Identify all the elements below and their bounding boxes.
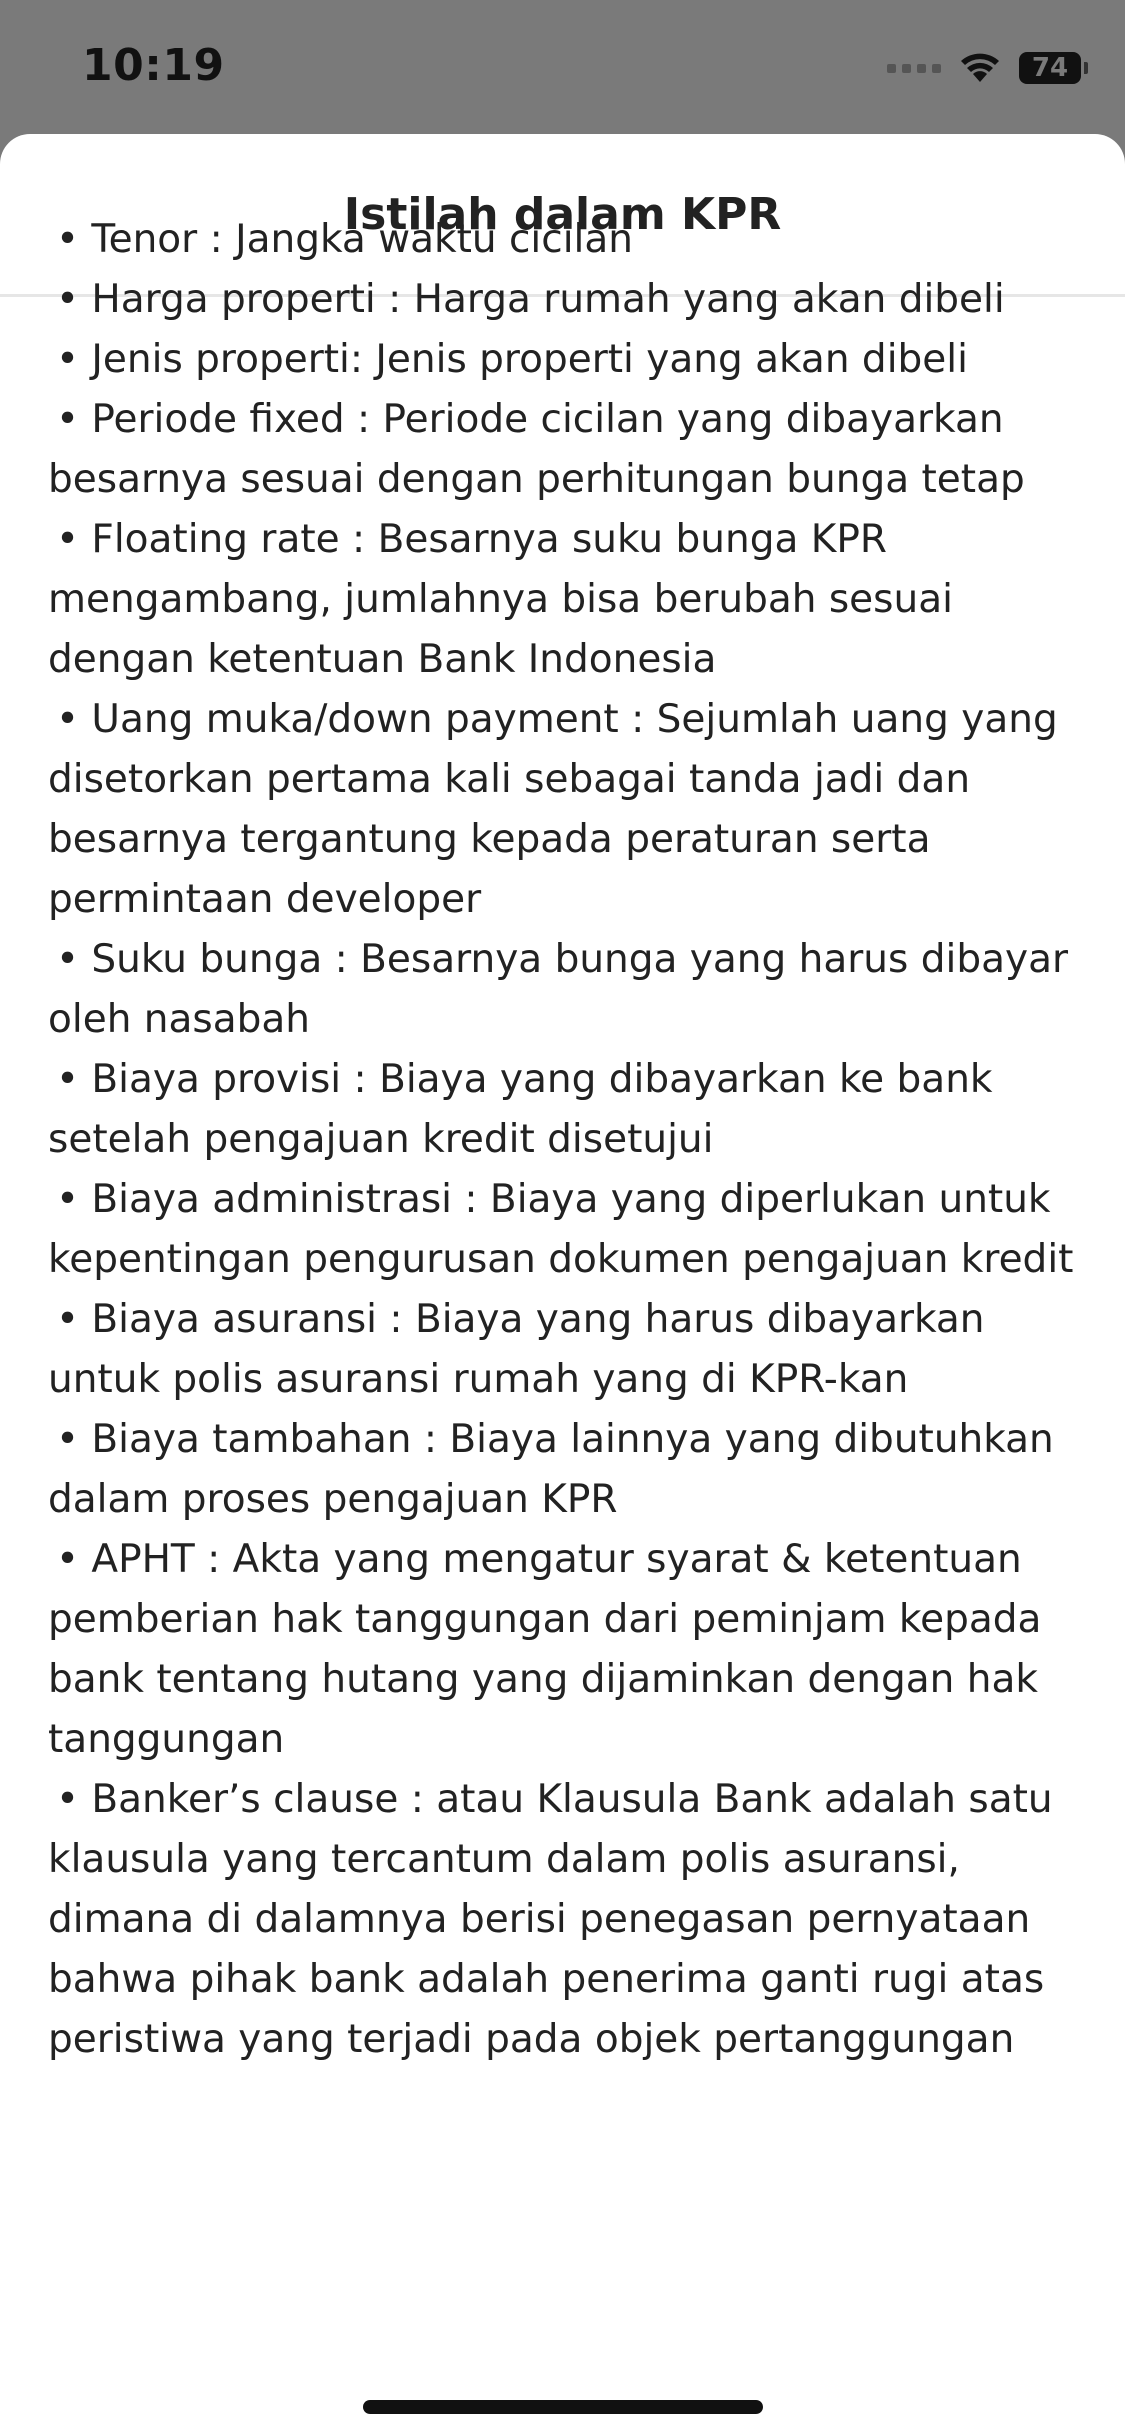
term-item-suku-bunga: • Suku bunga : Besarnya bunga yang harus dibayar oleh nasabah [48,937,1069,1042]
home-indicator[interactable] [363,2400,763,2414]
battery-icon: 74 [1019,52,1081,84]
term-item-tenor: • Tenor : Jangka waktu cicilan [56,217,634,262]
term-item-periode-fixed: • Periode fixed : Periode cicilan yang dibayarkan besarnya sesuai dengan perhitungan bunga tetap [48,397,1025,502]
signal-dots-icon [887,64,941,73]
term-item-jenis-properti: • Jenis properti: Jenis properti yang akan dibeli [56,337,968,382]
terms-list[interactable] [48,210,1088,2150]
term-item-biaya-tambahan: • Biaya tambahan : Biaya lainnya yang dibutuhkan dalam proses pengajuan KPR [48,1417,1054,1522]
term-item-biaya-administrasi: • Biaya administrasi : Biaya yang diperlukan untuk kepentingan pengurusan dokumen pengajuan kredit [48,1177,1074,1282]
term-item-harga-properti: • Harga properti : Harga rumah yang akan dibeli [56,277,1005,322]
term-item-bankers-clause: • Banker’s clause : atau Klausula Bank adalah satu klausula yang tercantum dalam polis asuransi, dimana di dalamnya berisi penegasan pernyataan bahwa pihak bank adalah penerima ganti rugi atas peristiwa yang terjadi pada objek pertanggungan [48,1777,1053,2062]
wifi-icon [959,52,1001,84]
status-bar [0,0,1125,134]
term-item-biaya-asuransi: • Biaya asuransi : Biaya yang harus dibayarkan untuk polis asuransi rumah yang di KPR-kan [48,1297,985,1402]
sheet-title: Istilah dalam KPR [343,188,782,240]
status-icons [887,48,1081,88]
term-item-uang-muka: • Uang muka/down payment : Sejumlah uang yang disetorkan pertama kali sebagai tanda jadi dan besarnya tergantung kepada peraturan serta permintaan developer [48,697,1058,922]
term-item-floating-rate: • Floating rate : Besarnya suku bunga KPR mengambang, jumlahnya bisa berubah sesuai dengan ketentuan Bank Indonesia [48,517,953,682]
term-item-apht: • APHT : Akta yang mengatur syarat & ketentuan pemberian hak tanggungan dari peminjam kepada bank tentang hutang yang dijaminkan dengan hak tanggungan [48,1537,1042,1762]
status-time: 10:19 [82,40,225,91]
term-item-biaya-provisi: • Biaya provisi : Biaya yang dibayarkan ke bank setelah pengajuan kredit disetujui [48,1057,993,1162]
